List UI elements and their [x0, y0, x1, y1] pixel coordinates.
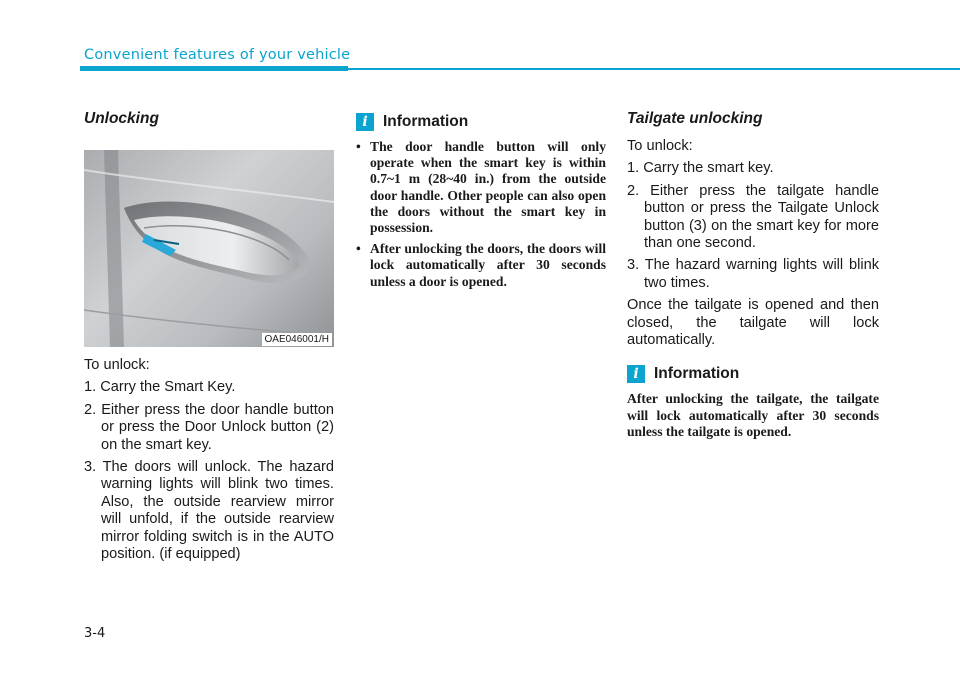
unlock-intro: To unlock:	[84, 357, 150, 373]
unlocking-column	[84, 110, 334, 568]
list-item: • The door handle button will only operate when the smart key is within 0.7~1 m (28~40 in.) from the outside door handle. Other people can also open the doors without the smart key in possession.	[356, 139, 606, 236]
list-item: 2. Either press the tailgate handle button or press the Tailgate Unlock button (3) on the smart key for more than one second.	[627, 182, 879, 252]
tailgate-closing: Once the tailgate is opened and then closed, the tailgate will lock automatically.	[627, 297, 879, 349]
info-icon: i	[356, 113, 374, 131]
info-icon: i	[627, 365, 645, 383]
tailgate-intro: To unlock:	[627, 138, 693, 154]
image-code-label: OAE046001/H	[262, 333, 333, 346]
list-item: 1. Carry the Smart Key.	[84, 379, 236, 396]
door-handle-illustration	[84, 150, 334, 347]
tailgate-info-text: After unlocking the tailgate, the tailgate will lock automatically after 30 seconds unless the tailgate is opened.	[627, 391, 879, 439]
tailgate-information	[627, 365, 879, 440]
tailgate-steps	[627, 160, 879, 292]
list-item: • After unlocking the doors, the doors will lock automatically after 30 seconds unless a door is opened.	[356, 241, 606, 290]
door-handle-photo	[84, 150, 334, 347]
information-heading	[627, 365, 879, 383]
tailgate-subtitle: Tailgate unlocking	[627, 110, 763, 127]
information-bullets	[356, 139, 606, 290]
information-heading	[356, 113, 606, 131]
header-accent-bar	[80, 66, 348, 71]
list-item: 2. Either press the door handle button or press the Door Unlock button (2) on the smart key.	[84, 401, 334, 453]
information-title: Information	[383, 113, 469, 130]
list-item: 3. The hazard warning lights will blink two times.	[627, 257, 879, 291]
section-title: Convenient features of your vehicle	[84, 47, 351, 63]
tailgate-column	[627, 110, 879, 440]
header-rule	[348, 68, 960, 70]
page-number: 3-4	[84, 626, 106, 641]
list-item: 1. Carry the smart key.	[627, 160, 774, 177]
information-column	[356, 113, 606, 295]
unlock-steps	[84, 379, 334, 563]
unlocking-subtitle: Unlocking	[84, 110, 159, 127]
information-title: Information	[654, 365, 740, 383]
list-item: 3. The doors will unlock. The hazard warning lights will blink two times. Also, the outside rearview mirror will unfold, if the outside rearview mirror folding switch is in the AUTO position. (if equipped)	[84, 459, 334, 563]
